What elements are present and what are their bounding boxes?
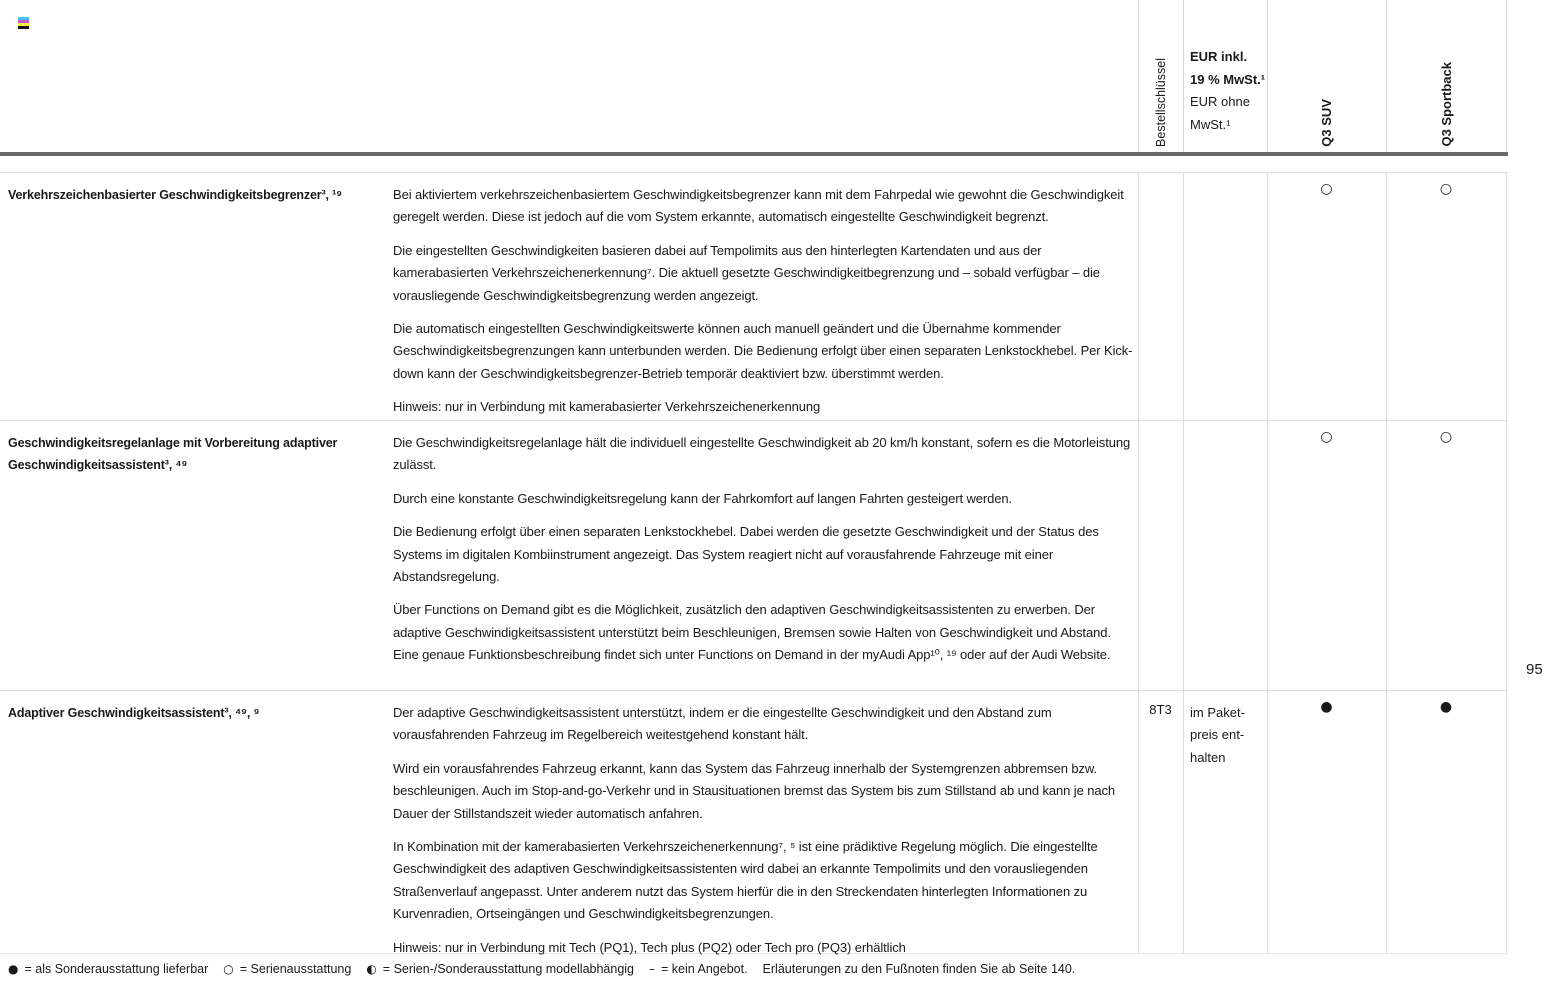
order-code-value [1138,172,1183,184]
q3-sportback-availability [1386,690,1506,714]
column-header-order-code [1138,0,1183,147]
series-equipment-icon: ○ [1320,429,1333,445]
column-header-q3-suv [1267,0,1386,147]
legend-item [366,962,634,976]
price-value [1190,172,1264,184]
price-incl-line2: 19 % MwSt.¹ [1190,71,1266,87]
q3-sportback-availability [1386,420,1506,444]
description-paragraph: Die automatisch eingestellten Geschwindigkeitswerte können auch manuell geändert und die Übernahme kommender Geschwindigkeitsbegrenzungen kann unterbunden werden. Die Bedienung erfolgt über einen separaten Lenkstockhebel. Per Kick-down kann der Geschwindigkeitsbegrenzer-Betrieb temporär deaktiviert bzw. überstimmt werden. [393,321,1133,381]
price-incl-line1: EUR inkl. [1190,49,1248,64]
optional-equipment-icon: ● [1320,699,1333,715]
feature-description [393,690,1133,959]
open-circle-icon: ○ [223,962,234,976]
description-paragraph: Der adaptive Geschwindigkeitsassistent unterstützt, indem er die eingestellte Geschwindigkeit und den Abstand zum vorausfahrenden Fahrzeug im Regelbereich weitestgehend konstant hält. [393,705,1052,743]
legend-item [8,962,208,976]
description-paragraph: Die Bedienung erfolgt über einen separaten Lenkstockhebel. Dabei werden die gesetzte Geschwindigkeit und der Status des Systems im digitalen Kombiinstrument angezeigt. Das System reagiert nicht auf vorausfahrende Fahrzeuge mit einer Abstandsregelung. [393,524,1099,585]
feature-description [393,420,1133,667]
print-registration-icon [18,17,29,29]
legend-text: = als Sonderausstattung lieferbar [24,962,209,976]
description-paragraph: Die eingestellten Geschwindigkeiten basieren dabei auf Tempolimits aus den hinterlegten Kartendaten und aus der kamerabasierten Verkehrszeichenerkennung⁷. Die aktuell gesetzte Geschwindigkeitbegrenzung und – sobald verfügbar – die vorausliegende Geschwindigkeitsbegrenzung werden angezeigt. [393,242,1100,303]
order-code-value: 8T3 [1149,702,1172,717]
optional-equipment-icon: ● [1439,699,1453,715]
feature-title: Verkehrszeichenbasierter Geschwindigkeitsbegrenzer³, ¹⁹ [8,188,342,202]
order-code-label: Bestellschlüssel [1153,58,1168,147]
feature-title: Adaptiver Geschwindigkeitsassistent³, ⁴⁹, ⁹ [8,706,260,720]
q3-sportback-label: Q3 Sportback [1438,62,1454,147]
column-header-q3-sportback [1386,0,1506,147]
feature-row [0,690,1550,953]
feature-row [0,172,1550,420]
dash-icon: – [649,962,656,976]
q3-suv-availability [1267,420,1386,444]
feature-description [393,172,1133,419]
series-equipment-icon: ○ [1320,181,1333,197]
legend [8,962,1075,976]
series-equipment-icon: ○ [1439,429,1453,445]
legend-item [649,962,748,976]
q3-suv-label: Q3 SUV [1319,99,1334,147]
series-equipment-icon: ○ [1439,181,1453,197]
footnote-reference: Erläuterungen zu den Fußnoten finden Sie ab Seite 140. [762,962,1076,976]
header-rule [0,152,1508,156]
q3-suv-availability [1267,690,1386,714]
description-paragraph: Hinweis: nur in Verbindung mit kamerabasierter Verkehrszeichenerkennung [393,399,821,415]
price-excl-line1: EUR ohne [1190,94,1250,109]
column-divider [1183,0,1184,152]
feature-title: Geschwindigkeitsregelanlage mit Vorbereitung adaptiver Geschwindigkeitsassistent³, ⁴⁹ [8,436,338,473]
legend-text: = kein Angebot. [661,962,748,976]
black-stripe [18,26,29,29]
description-paragraph: In Kombination mit der kamerabasierten Verkehrszeichenerkennung⁷, ⁵ ist eine prädiktive Regelung möglich. Die eingestellte Geschwindigkeit des adaptiven Geschwindigkeitsassistenten wird dabei an erkannte Tempolimits und den vorausliegenden Straßenverlauf angepasst. Unter anderem nutzt das System hierfür die in den Streckendaten hinterlegten Informationen zu Kurvenradien, Ortseingängen und Geschwindigkeitsbegrenzungen. [393,839,1098,922]
price-excl-line2: MwSt.¹ [1190,116,1231,132]
column-header-price [1190,46,1265,136]
description-paragraph: Wird ein vorausfahrendes Fahrzeug erkannt, kann das System das Fahrzeug innerhalb der Systemgrenzen abbremsen bzw. beschleunigen. Auch im Stop-and-go-Verkehr und in Stausituationen bremst das System bis zum Stillstand ab und kann je nach Dauer der Stillstandszeit wieder automatisch anfahren. [393,760,1116,821]
price-value [1190,420,1264,432]
description-paragraph: Die Geschwindigkeitsregelanlage hält die individuell eingestellte Geschwindigkeit ab 20 km/h konstant, sofern es die Motorleistung zulässt. [393,435,1131,473]
legend-text: = Serien-/Sonderausstattung modellabhängig [382,962,635,976]
description-paragraph: Durch eine konstante Geschwindigkeitsregelung kann der Fahrkomfort auf langen Fahrten gesteigert werden. [393,490,1013,506]
order-code-value [1138,420,1183,432]
q3-suv-availability [1267,172,1386,196]
price-value: im Paketpreis enthalten [1190,705,1245,765]
filled-circle-icon: ● [8,962,19,976]
feature-row [0,420,1550,690]
legend-item [223,962,351,976]
description-paragraph: Hinweis: nur in Verbindung mit Tech (PQ1), Tech plus (PQ2) oder Tech pro (PQ3) erhältlich [393,939,906,955]
column-divider [1506,0,1507,152]
q3-sportback-availability [1386,172,1506,196]
legend-text: = Serienausstattung [239,962,352,976]
half-circle-icon: ◐ [366,962,377,976]
description-paragraph: Über Functions on Demand gibt es die Möglichkeit, zusätzlich den adaptiven Geschwindigkeitsassistenten zu erwerben. Der adaptive Geschwindigkeitsassistent unterstützt beim Beschleunigen, Bremsen sowie Halten von Geschwindigkeit und Abstand. Eine genaue Funktionsbeschreibung findet sich unter Functions on Demand in der myAudi App¹⁰, ¹⁹ oder auf der Audi Website. [393,602,1111,663]
description-paragraph: Bei aktiviertem verkehrszeichenbasiertem Geschwindigkeitsbegrenzer kann mit dem Fahrpedal wie gewohnt die Geschwindigkeit geregelt werden. Diese ist jedoch auf die vom System erkannte, automatisch eingestellte Geschwindigkeit begrenzt. [393,187,1124,225]
page-number: 95 [1526,661,1543,678]
